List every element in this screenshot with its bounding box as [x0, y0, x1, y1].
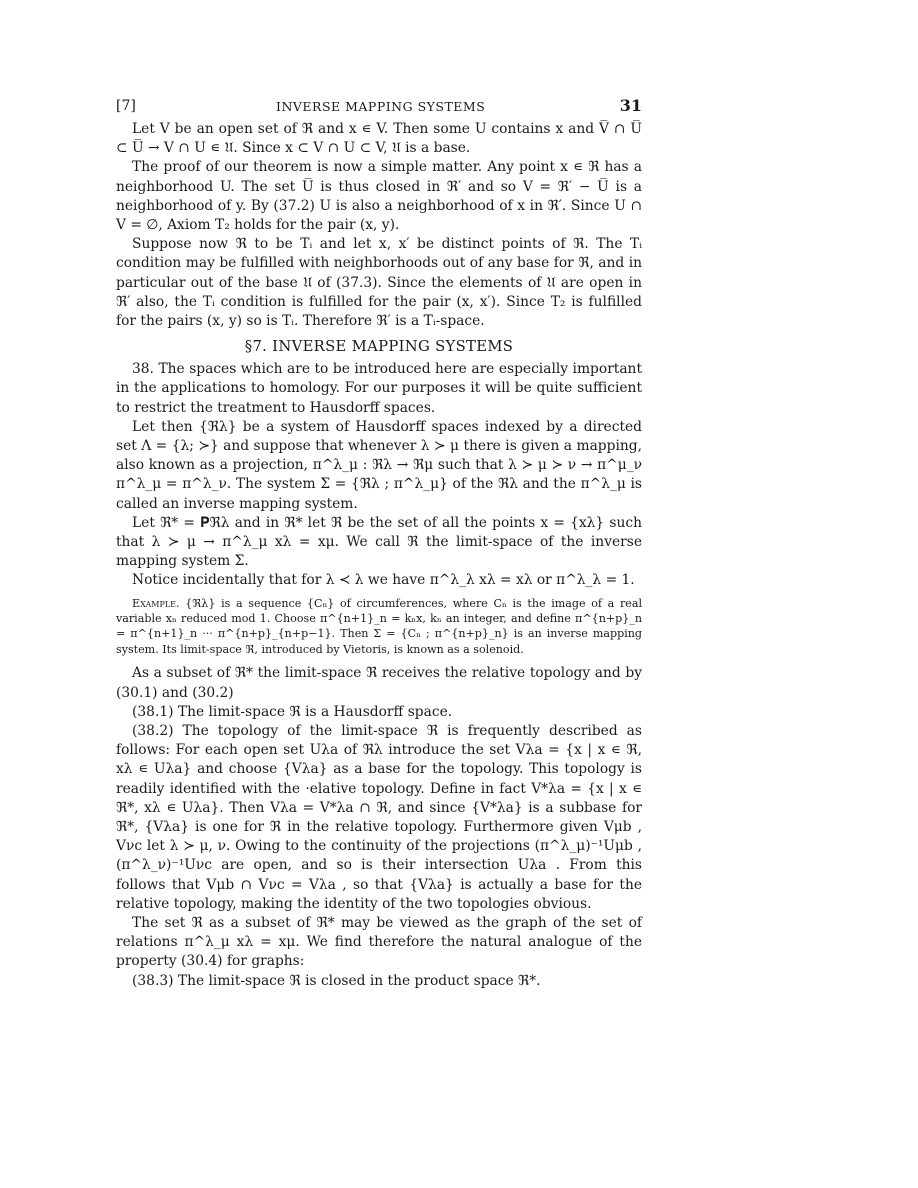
section-title: §7. INVERSE MAPPING SYSTEMS — [244, 338, 514, 356]
paragraph-inverse-system-def: Let then {ℜλ} be a system of Hausdorff spaces indexed by a directed set Λ = {λ; ≻} and suppose that whenever λ ≻ μ there is given a mapping, also known as a projection, π^λ_μ : ℜλ → ℜμ such that λ ≻ μ ≻ ν → π^μ_ν π^λ_μ = π^λ_ν. The system Σ = {ℜλ ; π^λ_μ} of the ℜλ and the π^λ_μ is called an inverse mapping system. — [116, 418, 642, 512]
example-label: Example. — [132, 596, 180, 610]
theorem-38-3: (38.3) The limit-space ℜ is closed in the product space ℜ*. — [132, 972, 541, 989]
example-text: {ℜλ} is a sequence {Cₙ} of circumferences, where Cₙ is the image of a real variable xₙ reduced mod 1. Choose π^{n+1}_n = kₙx, kₙ an integer, and define π^{n+p}_n = π^{n+1}_n ··· π^{n+p}_{n+p−1}. Then Σ = {Cₙ ; π^{n+p}_n} is an inverse mapping system. Its limit-space ℜ, introduced by Vietoris, is known as a solenoid. — [116, 596, 642, 656]
example-block — [116, 596, 642, 658]
page-ref: [7] — [116, 98, 136, 114]
paragraph-38-2: (38.2) The topology of the limit-space ℜ is frequently described as follows: For each open set Uλa of ℜλ introduce the set Vλa = {x | x ∊ ℜ, xλ ∊ Uλa} and choose {Vλa} as a base for the topology. This topology is readily identified with the ·elative topology. Define in fact V*λa = {x | x ∊ ℜ*, xλ ∊ Uλa}. Then Vλa = V*λa ∩ ℜ, and since {V*λa} is a subbase for ℜ*, {Vλa} is one for ℜ in the relative topology. Furthermore given Vμb , Vνc let λ ≻ μ, ν. Owing to the continuity of the projections (π^λ_μ)⁻¹Uμb , (π^λ_ν)⁻¹Uνc are open, and so is their intersection Uλa . From this follows that Vμb ∩ Vνc = Vλa , so that {Vλa} is actually a base for the relative topology, making the identity of the two topologies obvious. — [116, 722, 642, 912]
paragraph-38-intro: 38. The spaces which are to be introduced here are especially important in the applications to homology. For our purposes it will be quite sufficient to restrict the treatment to Hausdorff spaces. — [116, 361, 642, 416]
page-number: 31 — [619, 96, 642, 115]
paragraph-relative-topology: As a subset of ℜ* the limit-space ℜ receives the relative topology and by (30.1) and (30.2) — [116, 665, 642, 701]
page — [116, 96, 642, 991]
paragraph-theorem-proof: The proof of our theorem is now a simple matter. Any point x ∊ ℜ has a neighborhood U. The set U̅ is thus closed in ℜ′ and so V = ℜ′ − U̅ is a neighborhood of y. By (37.2) U is also a neighborhood of x in ℜ′. Since U ∩ V = ∅, Axiom T₂ holds for the pair (x, y). — [116, 159, 642, 234]
paragraph-ti-condition: Suppose now ℜ to be Tᵢ and let x, x′ be distinct points of ℜ. The Tᵢ condition may be fulfilled with neighborhoods out of any base for ℜ, and in particular out of the base 𝔘 of (37.3). Since the elements of 𝔘 are open in ℜ′ also, the Tᵢ condition is fulfilled for the pair (x, x′). Since T₂ is fulfilled for the pairs (x, y) so is Tᵢ. Therefore ℜ′ is a Tᵢ-space. — [116, 236, 642, 330]
paragraph-identity-projection: Notice incidentally that for λ ≺ λ we have π^λ_λ xλ = xλ or π^λ_λ = 1. — [132, 572, 635, 589]
running-title: INVERSE MAPPING SYSTEMS — [276, 99, 486, 114]
paragraph-base-proof: Let V be an open set of ℜ and x ∊ V. Then some U contains x and V̅ ∩ U̅ ⊂ U̅ → V ∩ U ∊ 𝔘. Since x ⊂ V ∩ U ⊂ V, 𝔘 is a base. — [116, 121, 642, 157]
paragraph-graph: The set ℜ as a subset of ℜ* may be viewed as the graph of the set of relations π^λ_μ xλ = xμ. We find therefore the natural analogue of the property (30.4) for graphs: — [116, 914, 642, 970]
paragraph-limit-space-def: Let ℜ* = 𝐏ℜλ and in ℜ* let ℜ be the set of all the points x = {xλ} such that λ ≻ μ → π^λ_μ xλ = xμ. We call ℜ the limit-space of the inverse mapping system Σ. — [116, 514, 642, 570]
running-header — [116, 96, 642, 120]
theorem-38-1: (38.1) The limit-space ℜ is a Hausdorff space. — [132, 703, 453, 720]
